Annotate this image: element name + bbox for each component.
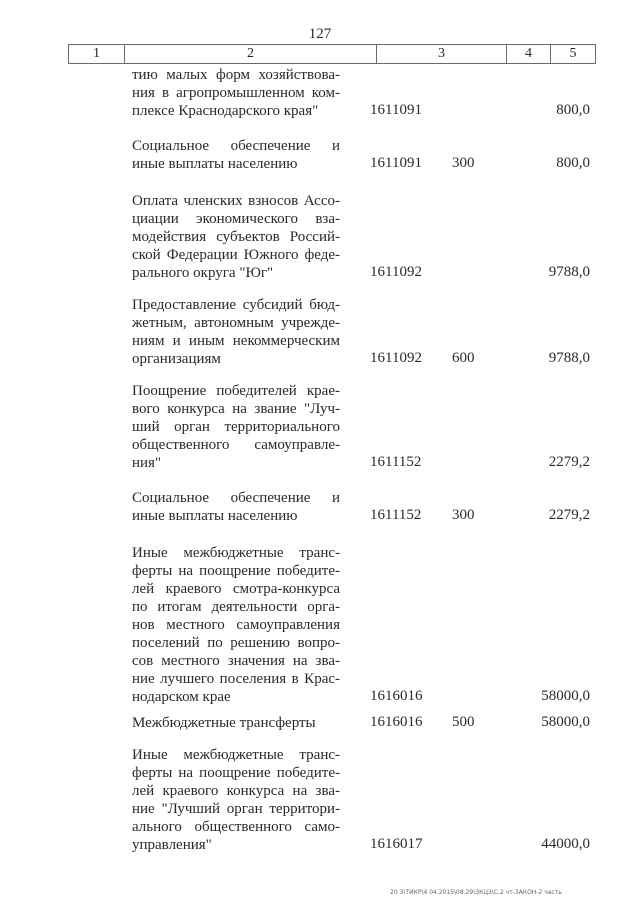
row-name [132,746,340,854]
row-name [132,296,340,368]
row-code: 1611152 [370,454,422,470]
row-code: 1616016 [370,714,423,730]
row-amount: 2279,2 [548,507,590,523]
row-code: 1611092 [370,264,422,280]
row-name-line: ниям и иным некоммерческим [132,333,340,349]
row-name-line: ший орган территориального [132,419,340,435]
row-name-line: вого конкурса на звание "Луч- [132,401,340,417]
row-expense-type: 300 [452,155,475,171]
row-name-line: иные выплаты населению [132,156,298,172]
row-name-line: Оплата членских взносов Ассо- [132,193,340,209]
row-name [132,714,340,732]
row-code: 1611152 [370,507,422,523]
row-name-line: тию малых форм хозяйствова- [132,67,340,83]
row-name [132,382,340,472]
row-code: 1611092 [370,350,422,366]
row-name-line: общественного самоуправле- [132,437,340,453]
row-name-line: нов местного самоуправления [132,617,340,633]
row-amount: 44000,0 [541,836,590,852]
row-name-line: ния" [132,455,162,471]
row-name-line: Поощрение победителей крае- [132,383,340,399]
row-name-line: рального округа "Юг" [132,265,274,281]
row-amount: 800,0 [556,155,590,171]
row-name [132,192,340,282]
row-name-line: Предоставление субсидий бюд- [132,297,340,313]
header-col-5: 5 [569,46,577,61]
row-name-line: ния в агропромышленном ком- [132,85,340,101]
row-code: 1616016 [370,688,423,704]
row-name-line: ние лучшего поселения в Крас- [132,671,340,687]
header-col-2: 2 [125,45,377,63]
row-name-line: жетным, автономным учрежде- [132,315,340,331]
header-col-4: 4 [507,45,551,63]
row-name-line: ферты на поощрение победите- [132,765,340,781]
row-amount: 58000,0 [541,688,590,704]
row-name-line: иные выплаты населению [132,508,298,524]
row-name-line: ферты на поощрение победите- [132,563,340,579]
row-name-line: плексе Краснодарского края" [132,103,319,119]
row-amount: 58000,0 [541,714,590,730]
row-name-line: ального общественного само- [132,819,340,835]
row-name-line: Социальное обеспечение и [132,490,340,506]
row-name-line: Иные межбюджетные транс- [132,545,340,561]
row-name-line: ской Федерации Южного феде- [132,247,340,263]
row-code: 1611091 [370,102,422,118]
row-name [132,66,340,120]
row-amount: 9788,0 [548,264,590,280]
row-name-line: сов местного значения на зва- [132,653,340,669]
row-name [132,544,340,706]
row-name-line: Иные межбюджетные транс- [132,747,340,763]
row-expense-type: 500 [452,714,475,730]
row-name-line: лей краевого смотра-конкурса [132,581,340,597]
row-name-line: циации экономического вза- [132,211,340,227]
page-number: 127 [308,26,332,42]
row-amount: 9788,0 [548,350,590,366]
row-name [132,489,340,525]
header-col-3: 3 [377,45,507,63]
row-name-line: модействия субъектов Россий- [132,229,340,245]
row-name-line: поселений по решению вопро- [132,635,340,651]
row-expense-type: 300 [452,507,475,523]
row-name-line: нодарском крае [132,689,231,705]
table-header [68,44,596,64]
row-name-line: Межбюджетные трансферты [132,715,316,731]
row-amount: 2279,2 [548,454,590,470]
row-name-line: управления" [132,837,212,853]
footer-stamp: 20 З\ТИКР\4 04.2015\08.29\ЗКЦЗ\С.2 чт-ЗАКОН-2 часть [390,889,562,896]
row-name-line: лей краевого конкурса на зва- [132,783,340,799]
row-code: 1611091 [370,155,422,171]
row-code: 1616017 [370,836,423,852]
row-expense-type: 600 [452,350,475,366]
header-col-1: 1 [69,45,125,63]
row-amount: 800,0 [556,102,590,118]
row-name-line: организациям [132,351,221,367]
row-name-line: Социальное обеспечение и [132,138,340,154]
row-name-line: ние "Лучший орган территори- [132,801,340,817]
row-name-line: по итогам деятельности орга- [132,599,340,615]
row-name [132,137,340,173]
